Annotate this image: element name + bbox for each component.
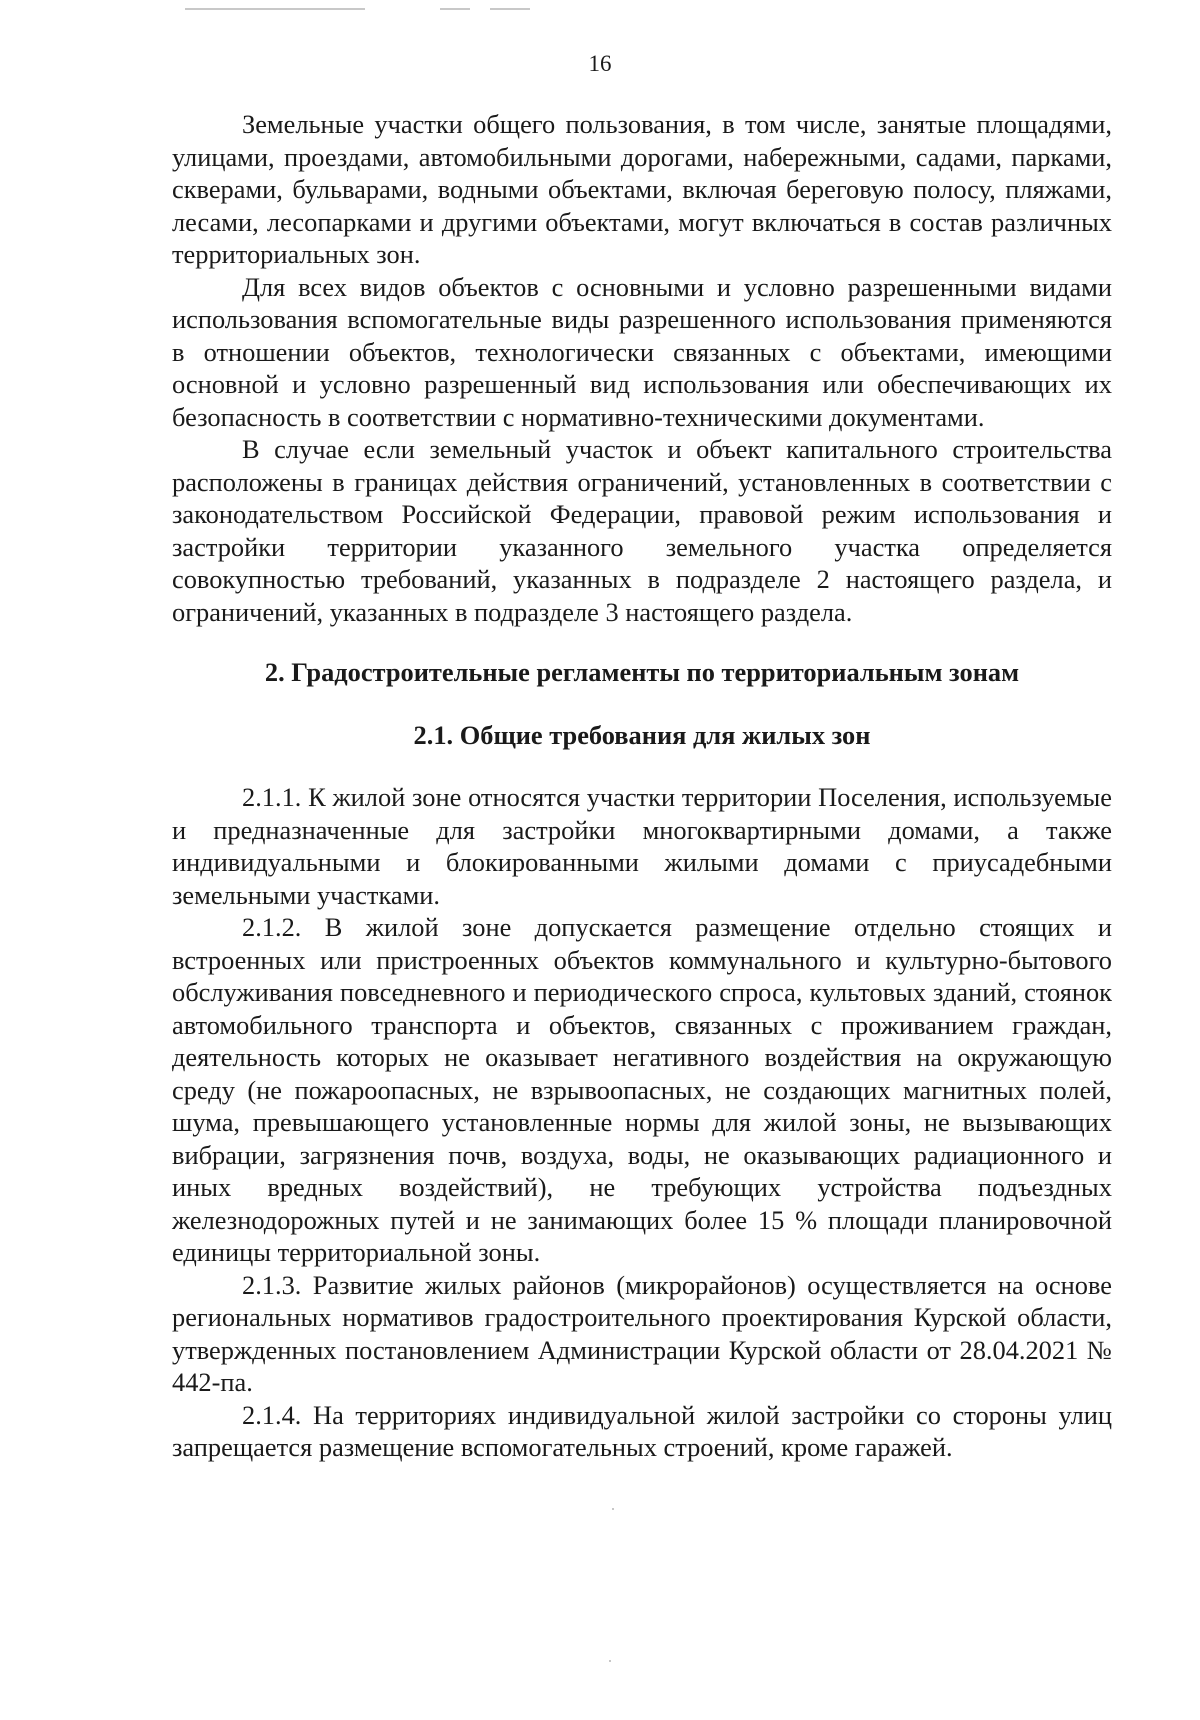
paragraph-auxiliary-use: Для всех видов объектов с основными и условно разрешенными видами использования вспомогательные виды разрешенного использования применяются в отношении объектов, технологически связанных с объектами, имеющими основной и условно разрешенный вид использования или обеспечивающих их безопасность в соответствии с нормативно-техническими документами. bbox=[172, 271, 1112, 432]
document-body bbox=[172, 108, 1112, 1464]
section-heading: 2. Градостроительные регламенты по территориальным зонам bbox=[264, 657, 1020, 687]
scan-artifact bbox=[490, 8, 530, 10]
scan-speck bbox=[612, 1508, 614, 1510]
scan-artifact bbox=[440, 8, 470, 10]
subsection-heading: 2.1. Общие требования для жилых зон bbox=[413, 719, 871, 750]
clause-2-1-2: 2.1.2. В жилой зоне допускается размещение отдельно стоящих и встроенных или пристроенных объектов коммунального и культурно-бытового обслуживания повседневного и периодического спроса, культовых зданий, стоянок автомобильного транспорта и объектов, связанных с проживанием граждан, деятельность которых не оказывает негативного воздействия на окружающую среду (не пожароопасных, не взрывоопасных, не создающих магнитных полей, шума, превышающего установленные нормы для жилой зоны, не вызывающих вибрации, загрязнения почв, воздуха, воды, не оказывающих радиационного и иных вредных воздействий), не требующих устройства подъездных железнодорожных путей и не занимающих более 15 % площади планировочной единицы территориальной зоны. bbox=[172, 912, 1112, 1267]
scan-speck bbox=[609, 1660, 611, 1662]
clause-2-1-1: 2.1.1. К жилой зоне относятся участки территории Поселения, используемые и предназначенные для застройки многоквартирными домами, а также индивидуальными и блокированными жилыми домами с приусадебными земельными участками. bbox=[172, 782, 1112, 910]
paragraph-restrictions: В случае если земельный участок и объект капитального строительства расположены в границах действия ограничений, установленных в соответствии с законодательством Российской Федерации, правовой режим использования и застройки территории указанного земельного участка определяется совокупностью требований, указанных в подразделе 2 настоящего раздела, и ограничений, указанных в подразделе 3 настоящего раздела. bbox=[172, 434, 1112, 627]
page-number: 16 bbox=[588, 51, 612, 76]
paragraph-common-use-land: Земельные участки общего пользования, в том числе, занятые площадями, улицами, проездами, автомобильными дорогами, набережными, садами, парками, скверами, бульварами, водными объектами, включая береговую полосу, пляжами, лесами, лесопарками и другими объектами, могут включаться в состав различных территориальных зон. bbox=[172, 109, 1112, 269]
clause-2-1-4: 2.1.4. На территориях индивидуальной жилой застройки со стороны улиц запрещается размещение вспомогательных строений, кроме гаражей. bbox=[172, 1399, 1112, 1462]
scan-artifact bbox=[185, 8, 365, 10]
clause-2-1-3: 2.1.3. Развитие жилых районов (микрорайонов) осуществляется на основе региональных нормативов градостроительного проектирования Курской области, утвержденных постановлением Администрации Курской области от 28.04.2021 № 442-па. bbox=[172, 1269, 1112, 1397]
